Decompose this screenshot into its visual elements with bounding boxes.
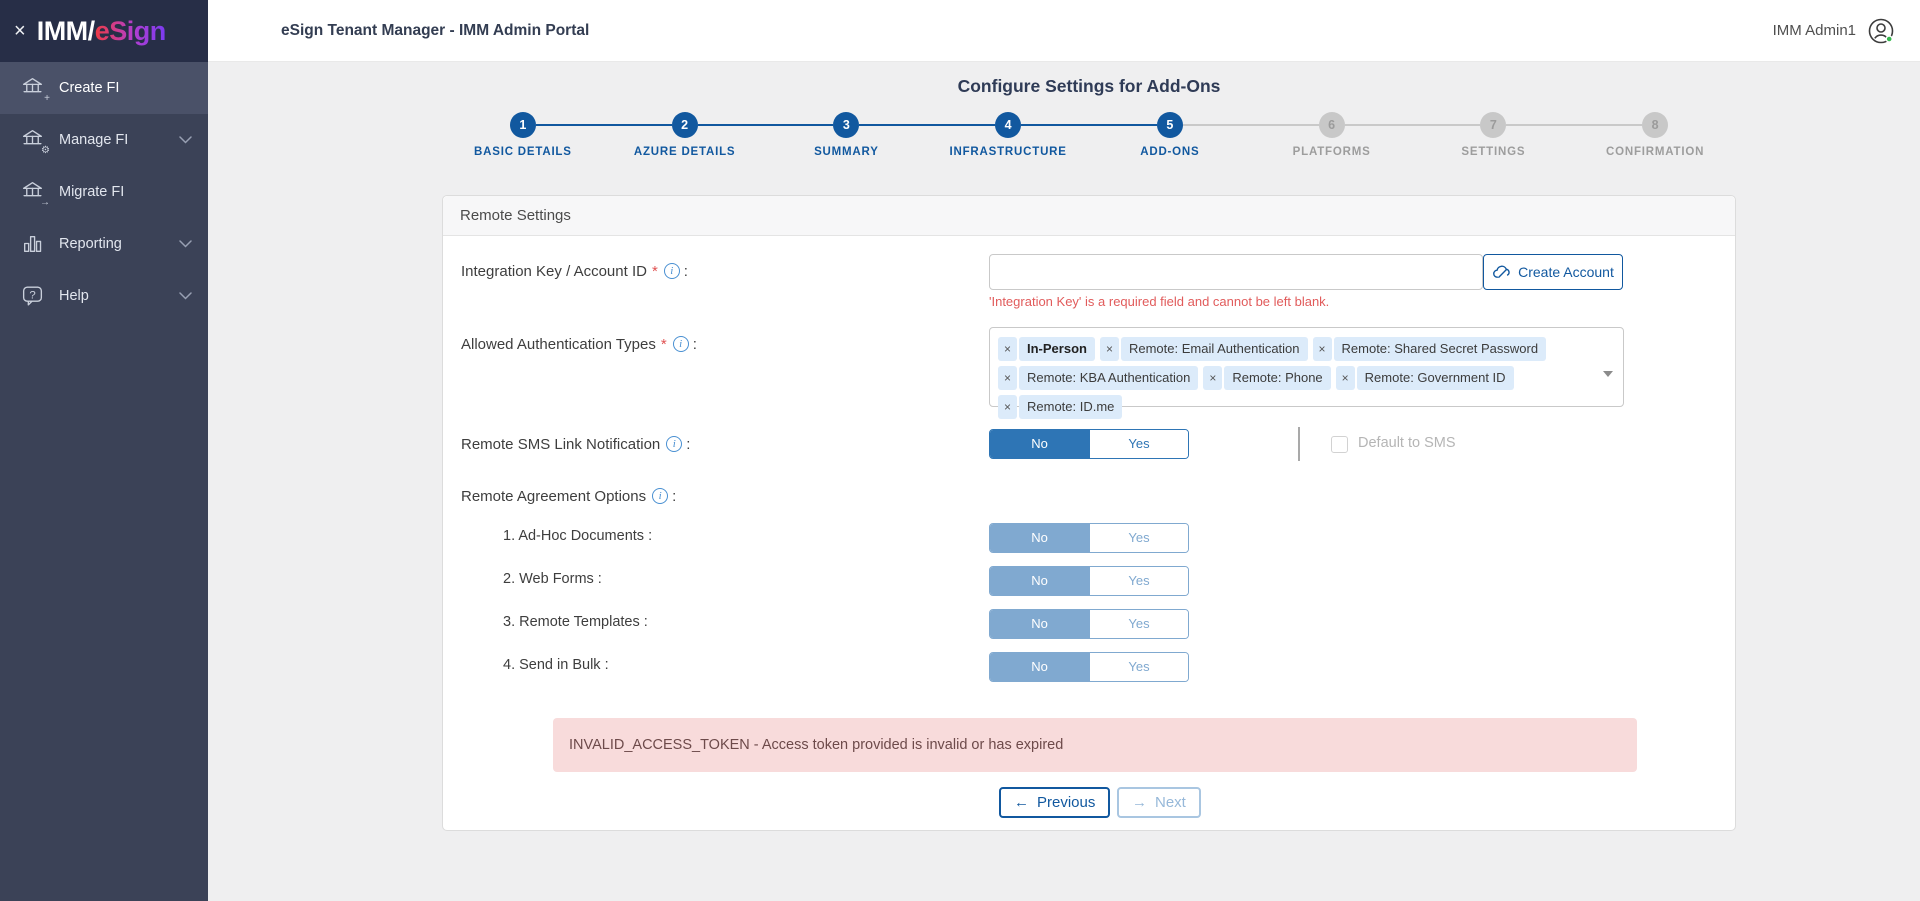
label-text: Allowed Authentication Types: [461, 335, 656, 353]
toggle-yes[interactable]: Yes: [1089, 524, 1188, 552]
chevron-down-icon: [179, 292, 192, 300]
sidebar-item-label: Create FI: [59, 80, 120, 96]
step-number: 7: [1480, 112, 1506, 138]
sidebar-item-create-fi[interactable]: [0, 62, 208, 114]
toggle-yes[interactable]: Yes: [1089, 430, 1188, 458]
cloud-pen-icon: [1492, 265, 1511, 279]
bar-chart-icon: [20, 231, 46, 257]
tag-label: Remote: Shared Secret Password: [1334, 337, 1547, 361]
sidebar-item-label: Migrate FI: [59, 184, 125, 200]
step-number: 5: [1157, 112, 1183, 138]
arrow-right-icon: →: [1132, 794, 1147, 811]
sms-notification-label: [461, 434, 690, 454]
logo-esign-text: eSign: [94, 15, 166, 46]
next-button[interactable]: [1117, 787, 1201, 818]
gear-badge-icon: ⚙: [41, 145, 50, 156]
bank-gear-icon: [20, 127, 50, 156]
required-asterisk: *: [651, 262, 658, 280]
toggle-no[interactable]: No: [990, 430, 1089, 458]
remote-templates-label: 3. Remote Templates :: [503, 614, 648, 630]
stepper-connector: [1506, 124, 1642, 126]
sidebar-item-migrate-fi[interactable]: [0, 166, 208, 218]
auth-tag: [998, 337, 1095, 361]
step-label: CONFIRMATION: [1606, 146, 1705, 158]
remove-tag-icon[interactable]: ×: [998, 395, 1017, 419]
create-account-label: Create Account: [1518, 264, 1614, 280]
create-account-button[interactable]: [1483, 254, 1623, 290]
default-sms-checkbox[interactable]: [1331, 436, 1348, 453]
bank-arrow-icon: [20, 179, 50, 208]
label-text: Integration Key / Account ID: [461, 262, 647, 280]
info-icon[interactable]: i: [664, 263, 680, 279]
auth-tag: [1313, 337, 1547, 361]
step-number: 1: [510, 112, 536, 138]
stepper-connector: [859, 124, 995, 126]
error-banner: INVALID_ACCESS_TOKEN - Access token provided is invalid or has expired: [553, 718, 1637, 772]
step-label: INFRASTRUCTURE: [949, 146, 1067, 158]
auth-tag: [1100, 337, 1308, 361]
step-basic-details[interactable]: [442, 112, 604, 168]
stepper-connector: [1183, 124, 1319, 126]
toggle-yes[interactable]: Yes: [1089, 610, 1188, 638]
step-azure-details[interactable]: [604, 112, 766, 168]
previous-button[interactable]: [999, 787, 1110, 818]
toggle-yes[interactable]: Yes: [1089, 653, 1188, 681]
send-in-bulk-toggle: [989, 652, 1189, 682]
sidebar-item-label: Reporting: [59, 236, 122, 252]
tag-label: Remote: Phone: [1224, 366, 1330, 390]
arrow-badge-icon: →: [40, 197, 50, 208]
stepper: [442, 112, 1736, 168]
arrow-left-icon: ←: [1014, 794, 1029, 811]
label-text: Remote Agreement Options: [461, 487, 647, 505]
app-logo: [37, 16, 166, 47]
label-colon: :: [686, 435, 691, 453]
info-icon[interactable]: i: [673, 336, 689, 352]
auth-tag: [998, 366, 1198, 390]
step-confirmation[interactable]: [1574, 112, 1736, 168]
info-icon[interactable]: i: [666, 436, 682, 452]
step-label: PLATFORMS: [1292, 146, 1371, 158]
required-asterisk: *: [660, 335, 667, 353]
integration-key-input[interactable]: [989, 254, 1483, 290]
send-in-bulk-label: 4. Send in Bulk :: [503, 657, 609, 673]
adhoc-documents-toggle: [989, 523, 1189, 553]
step-infrastructure[interactable]: [927, 112, 1089, 168]
step-settings[interactable]: [1413, 112, 1575, 168]
remote-settings-card: [442, 195, 1736, 831]
plus-badge-icon: +: [44, 93, 50, 104]
label-colon: :: [692, 335, 697, 353]
topbar: [208, 0, 1920, 62]
sidebar-logo-band: [0, 0, 208, 62]
label-colon: :: [683, 262, 688, 280]
auth-tag: [1203, 366, 1330, 390]
step-label: SUMMARY: [814, 146, 879, 158]
toggle-no[interactable]: No: [990, 610, 1089, 638]
step-label: AZURE DETAILS: [633, 146, 736, 158]
remove-tag-icon[interactable]: ×: [998, 366, 1017, 390]
tag-label: In-Person: [1019, 337, 1095, 361]
next-label: Next: [1155, 794, 1186, 811]
step-number: 6: [1319, 112, 1345, 138]
step-label: ADD-ONS: [1140, 146, 1200, 158]
integration-key-label: [461, 261, 688, 281]
step-number: 3: [833, 112, 859, 138]
stepper-connector: [698, 124, 834, 126]
sms-notification-toggle: [989, 429, 1189, 459]
toggle-no[interactable]: No: [990, 653, 1089, 681]
sidebar-item-reporting[interactable]: [0, 218, 208, 270]
label-colon: :: [672, 487, 677, 505]
remove-tag-icon[interactable]: ×: [1203, 366, 1222, 390]
chevron-down-icon: [179, 136, 192, 144]
label-text: Remote SMS Link Notification: [461, 435, 661, 453]
step-platforms[interactable]: [1251, 112, 1413, 168]
stepper-connector: [1021, 124, 1157, 126]
tag-label: Remote: KBA Authentication: [1019, 366, 1198, 390]
bank-plus-icon: [20, 75, 50, 104]
default-sms-label: Default to SMS: [1358, 435, 1456, 451]
web-forms-label: 2. Web Forms :: [503, 571, 602, 587]
auth-tag: [998, 395, 1122, 419]
remove-tag-icon[interactable]: ×: [1313, 337, 1332, 361]
stepper-connector: [1345, 124, 1481, 126]
agreement-options-label: [461, 486, 676, 506]
info-icon[interactable]: i: [652, 488, 668, 504]
remote-templates-toggle: [989, 609, 1189, 639]
toggle-yes[interactable]: Yes: [1089, 567, 1188, 595]
auth-types-multiselect[interactable]: [989, 327, 1624, 414]
page-title: Configure Settings for Add-Ons: [957, 76, 1221, 96]
dropdown-caret-icon[interactable]: [1603, 371, 1613, 377]
step-number: 2: [672, 112, 698, 138]
sidebar-menu: [0, 62, 208, 322]
auth-tag: [1336, 366, 1514, 390]
step-summary[interactable]: [766, 112, 928, 168]
sidebar-item-manage-fi[interactable]: [0, 114, 208, 166]
tag-label: Remote: Government ID: [1357, 366, 1514, 390]
sidebar-item-label: Help: [59, 288, 89, 304]
step-label: SETTINGS: [1461, 146, 1526, 158]
svg-text:?: ?: [29, 289, 36, 302]
previous-label: Previous: [1037, 794, 1096, 811]
step-add-ons[interactable]: [1089, 112, 1251, 168]
step-label: BASIC DETAILS: [474, 146, 572, 158]
card-title: Remote Settings: [443, 196, 1735, 236]
vertical-divider: [1298, 427, 1300, 461]
user-name: IMM Admin1: [1772, 22, 1856, 39]
adhoc-documents-label: 1. Ad-Hoc Documents :: [503, 528, 653, 544]
sidebar: [0, 0, 208, 901]
step-number: 8: [1642, 112, 1668, 138]
tag-label: Remote: ID.me: [1019, 395, 1122, 419]
step-number: 4: [995, 112, 1021, 138]
logo-imm-text: IMM/: [36, 15, 95, 46]
close-icon[interactable]: ×: [14, 20, 26, 42]
tag-label: Remote: Email Authentication: [1121, 337, 1308, 361]
sidebar-item-help[interactable]: [0, 270, 208, 322]
user-menu[interactable]: [1773, 16, 1896, 46]
avatar-icon: [1866, 16, 1896, 46]
sidebar-item-label: Manage FI: [59, 132, 129, 148]
remove-tag-icon[interactable]: ×: [998, 337, 1017, 361]
remove-tag-icon[interactable]: ×: [1336, 366, 1355, 390]
toggle-no[interactable]: No: [990, 567, 1089, 595]
help-bubble-icon: [20, 283, 46, 309]
integration-key-error: 'Integration Key' is a required field and cannot be left blank.: [989, 294, 1330, 309]
auth-types-label: [461, 334, 697, 354]
chevron-down-icon: [179, 240, 192, 248]
toggle-no[interactable]: No: [990, 524, 1089, 552]
remove-tag-icon[interactable]: ×: [1100, 337, 1119, 361]
app-title: eSign Tenant Manager - IMM Admin Portal: [281, 21, 590, 39]
stepper-connector: [536, 124, 672, 126]
web-forms-toggle: [989, 566, 1189, 596]
